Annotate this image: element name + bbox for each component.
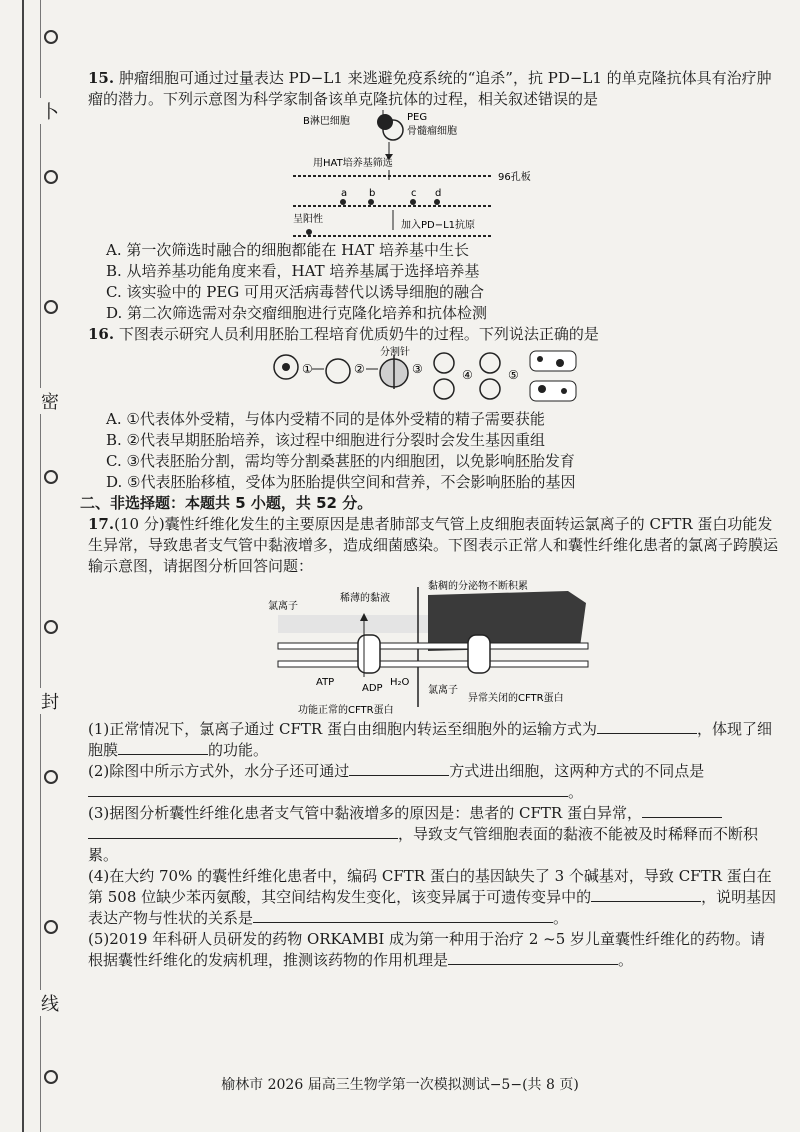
q17-part-2 <box>88 761 778 803</box>
half-embryo-icon <box>434 379 454 399</box>
answer-blank[interactable] <box>253 922 553 923</box>
antigen-label: 加入PD−L1抗原 <box>401 220 476 231</box>
myeloma-label: 骨髓瘤细胞 <box>407 126 457 137</box>
cell-clone <box>340 199 346 205</box>
question-text: (10 分)囊性纤维化发生的主要原因是患者肺部支气管上皮细胞表面转运氯离子的 CFTR 蛋白功能发生异常，导致患者支气管中黏液增多，造成细菌感染。下图表示正常人和囊性纤维化患者的氯离子跨膜运输示意图，请据图分析回答问题： <box>88 515 779 575</box>
question-text: 下图表示研究人员利用胚胎工程培育优质奶牛的过程。下列说法正确的是 <box>118 325 599 343</box>
thin-mucus-layer <box>278 615 428 633</box>
binding-margin <box>0 0 60 1132</box>
chloride-top-label: 氯离子 <box>268 601 298 612</box>
q17-text: 。 <box>618 951 634 969</box>
answer-blank[interactable] <box>642 817 722 818</box>
well-a: a <box>341 188 348 199</box>
binding-char: 密 <box>38 388 62 414</box>
option-a: A. ①代表体外受精，与体内受精不同的是体外受精的精子需要获能 <box>106 410 545 428</box>
page-footer: 榆林市 2026 届高三生物学第一次模拟测试−5−(共 8 页) <box>221 1077 579 1093</box>
step-label: ② <box>354 362 365 376</box>
answer-blank[interactable] <box>597 733 697 734</box>
positive-clone <box>306 229 312 235</box>
option-c: C. ③代表胚胎分割，需均等分割桑葚胚的内细胞团，以免影响胚胎发育 <box>106 452 575 470</box>
myeloma-shape <box>383 120 403 140</box>
chloride-bottom-label: 氯离子 <box>428 685 458 696</box>
cow-icon <box>530 351 576 371</box>
binding-hole <box>44 300 58 314</box>
embryo-engineering-diagram <box>268 345 598 409</box>
answer-blank[interactable] <box>448 964 618 965</box>
b-cell-label: B淋巴细胞 <box>303 116 350 127</box>
needle-label: 分割针 <box>380 347 410 358</box>
binding-char: 封 <box>38 688 62 714</box>
q17-part-1 <box>88 719 778 761</box>
binding-rule-inner <box>40 0 41 1132</box>
question-17-stem <box>88 514 778 577</box>
normal-cftr-protein <box>358 635 380 673</box>
answer-blank[interactable] <box>88 838 398 839</box>
hybridoma-diagram <box>283 110 583 240</box>
cftr-membrane-diagram <box>268 577 598 719</box>
question-number: 16. <box>88 325 115 343</box>
peg-label: PEG <box>407 112 428 123</box>
step-label: ④ <box>462 368 473 382</box>
step-label: ⑤ <box>508 368 519 382</box>
well-d: d <box>435 188 442 199</box>
hat-label: 用HAT培养基筛选 <box>313 158 393 169</box>
q17-text: (1)正常情况下，氯离子通过 CFTR 蛋白由细胞内转运至细胞外的运输方式为 <box>88 720 597 738</box>
binding-hole <box>44 620 58 634</box>
q17-text: 的功能。 <box>208 741 269 759</box>
q17-text: 。 <box>553 909 569 927</box>
option-b: B. ②代表早期胚胎培养，该过程中细胞进行分裂时会发生基因重组 <box>106 431 546 449</box>
closed-cftr-protein <box>468 635 490 673</box>
answer-blank[interactable] <box>591 901 701 902</box>
q17-text: ，导致支气管细胞表面的黏液不能被及时稀释而不断积累。 <box>88 825 759 864</box>
membrane-bottom <box>278 661 588 667</box>
option-c: C. 该实验中的 PEG 可用灭活病毒替代以诱导细胞的融合 <box>106 283 485 301</box>
option-a: A. 第一次筛选时融合的细胞都能在 HAT 培养基中生长 <box>106 241 470 259</box>
q17-text: (3)据图分析囊性纤维化患者支气管中黏液增多的原因是：患者的 CFTR 蛋白异常， <box>88 804 642 822</box>
q17-part-5 <box>88 929 778 971</box>
cell-clone <box>368 199 374 205</box>
question-number: 17. <box>88 515 115 533</box>
step-label: ③ <box>412 362 423 376</box>
exam-page <box>80 68 779 971</box>
binding-hole <box>44 920 58 934</box>
binding-hole <box>44 770 58 784</box>
q17-text: (5)2019 年科研人员研发的药物 ORKAMBI 成为第一种用于治疗 2 ~5 岁儿童囊性纤维化的药物。请根据囊性纤维化的发病机理，推测该药物的作用机理是 <box>88 930 766 969</box>
question-16-stem <box>88 324 778 345</box>
adp-label: ADP <box>362 683 383 694</box>
q17-text: (4)在大约 70% 的囊性纤维化患者中，编码 CFTR 蛋白的基因缺失了 3 个碱基对，导致 CFTR 蛋白在第 508 位缺少苯丙氨酸，其空间结构发生变化，该变异属于可遗传变异中的 <box>88 867 772 906</box>
well-c: c <box>411 188 417 199</box>
cell-clone <box>410 199 416 205</box>
question-text: 肿瘤细胞可通过过量表达 PD−L1 来逃避免疫系统的“追杀”，抗 PD−L1 的单克隆抗体具有治疗肿瘤的潜力。下列示意图为科学家制备该单克隆抗体的过程，相关叙述错误的是 <box>88 69 772 108</box>
h2o-label: H₂O <box>390 677 410 688</box>
q17-part-3 <box>88 803 778 866</box>
answer-blank[interactable] <box>349 775 449 776</box>
abnormal-cftr-label: 异常关闭的CFTR蛋白 <box>468 693 564 704</box>
plate-label: 96孔板 <box>498 172 531 183</box>
option-d: D. 第二次筛选需对杂交瘤细胞进行克隆化培养和抗体检测 <box>106 304 488 322</box>
question-15-stem <box>88 68 778 110</box>
q17-text: ，体现了细胞膜 <box>88 720 772 759</box>
cell-clone <box>434 199 440 205</box>
binding-char: 线 <box>38 990 62 1016</box>
option-b: B. 从培养基功能角度来看，HAT 培养基属于选择培养基 <box>106 262 480 280</box>
q17-text: 。 <box>568 783 584 801</box>
binding-hole <box>44 170 58 184</box>
q17-part-4 <box>88 866 778 929</box>
cow-spot <box>561 388 567 394</box>
positive-label: 呈阳性 <box>293 214 323 225</box>
embryo-transfer-icon <box>480 379 500 399</box>
embryo-transfer-icon <box>480 353 500 373</box>
q17-text: 方式进出细胞，这两种方式的不同点是 <box>449 762 705 780</box>
cow-icon <box>530 381 576 401</box>
atp-label: ATP <box>316 677 335 688</box>
zygote-icon <box>326 359 350 383</box>
answer-blank[interactable] <box>88 796 568 797</box>
mucus-accum-label: 黏稠的分泌物不断积累 <box>428 581 528 592</box>
cow-spot <box>556 359 564 367</box>
membrane-top <box>278 643 588 649</box>
section-heading: 二、非选择题：本题共 5 小题，共 52 分。 <box>80 494 373 512</box>
cow-spot <box>538 385 546 393</box>
well-b: b <box>369 188 376 199</box>
q17-text: ，说明基因表达产物与性状的关系是 <box>88 888 777 927</box>
b-cell-shape <box>377 114 393 130</box>
option-d: D. ⑤代表胚胎移植，受体为胚胎提供空间和营养，不会影响胚胎的基因 <box>106 473 576 491</box>
question-number: 15. <box>88 69 115 87</box>
binding-rule <box>22 0 24 1132</box>
binding-hole <box>44 30 58 44</box>
q17-text: (2)除图中所示方式外，水分子还可通过 <box>88 762 350 780</box>
cow-spot <box>537 356 543 362</box>
egg-nucleus <box>282 363 290 371</box>
binding-hole <box>44 470 58 484</box>
step-label: ① <box>302 362 313 376</box>
answer-blank[interactable] <box>118 754 208 755</box>
half-embryo-icon <box>434 353 454 373</box>
thick-mucus-layer <box>428 591 586 651</box>
binding-char: 卜 <box>38 98 62 124</box>
normal-cftr-label: 功能正常的CFTR蛋白 <box>298 705 394 716</box>
thin-mucus-label: 稀薄的黏液 <box>340 593 390 604</box>
